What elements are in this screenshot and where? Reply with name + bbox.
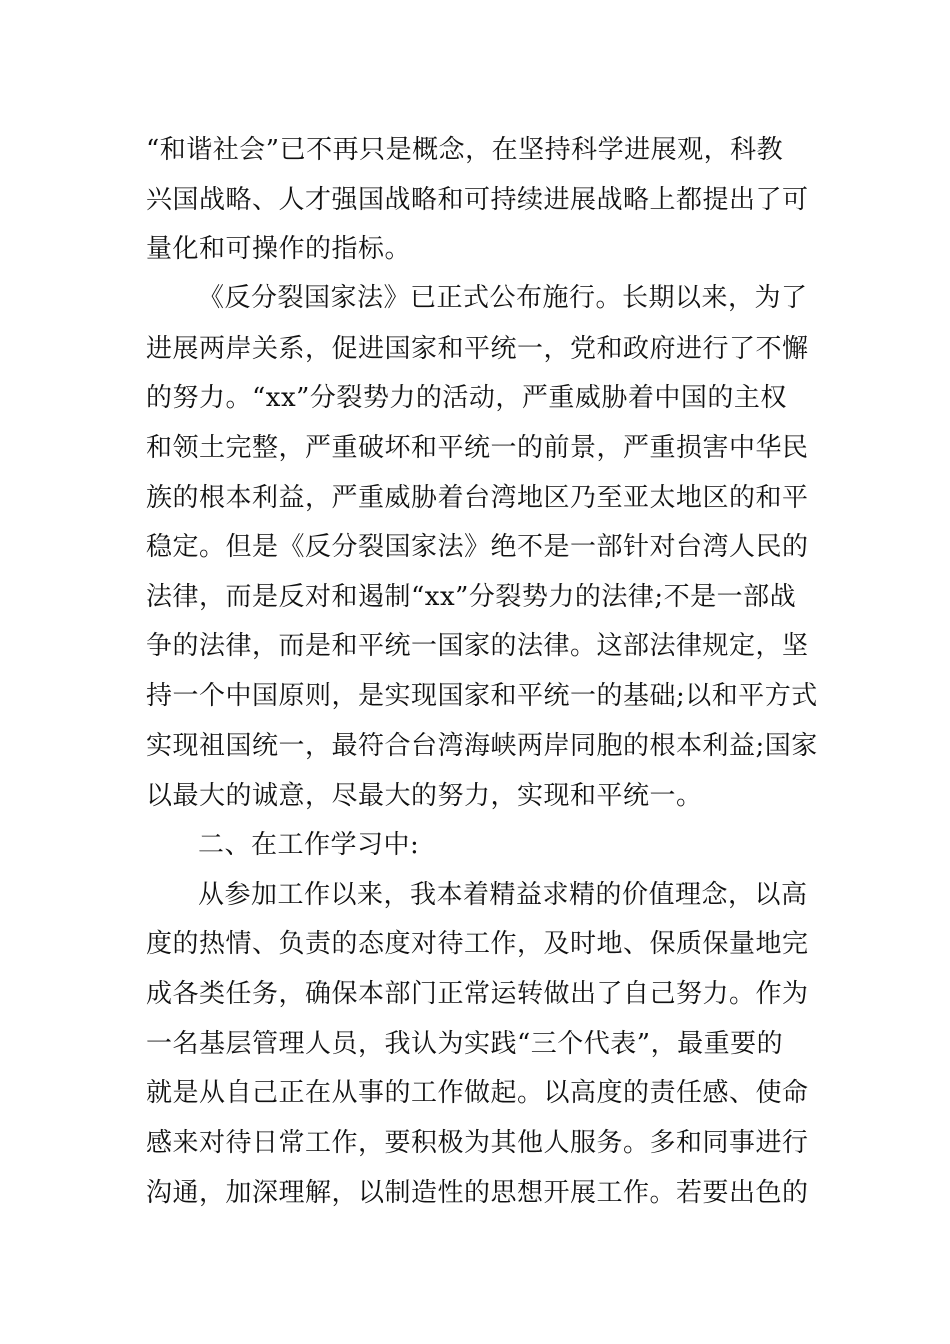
text-line: 稳定。但是《反分裂国家法》绝不是一部针对台湾人民的 — [146, 532, 809, 562]
text-line: 成各类任务，确保本部门正常运转做出了自己努力。作为 — [146, 979, 809, 1009]
text-line: 量化和可操作的指标。 — [146, 234, 412, 264]
text-line: 沟通，加深理解，以制造性的思想开展工作。若要出色的 — [146, 1178, 809, 1208]
text-line: 从参加工作以来，我本着精益求精的价值理念，以高 — [198, 880, 808, 910]
text-line: 的努力。“xx”分裂势力的活动，严重威胁着中国的主权 — [146, 383, 787, 413]
text-line: 持一个中国原则，是实现国家和平统一的基础;以和平方式 — [146, 681, 818, 711]
text-line: 族的根本利益，严重威胁着台湾地区乃至亚太地区的和平 — [146, 483, 809, 513]
text-line: 争的法律，而是和平统一国家的法律。这部法律规定，坚 — [146, 631, 809, 661]
text-line: 和领土完整，严重破坏和平统一的前景，严重损害中华民 — [146, 433, 809, 463]
text-line: 实现祖国统一，最符合台湾海峡两岸同胞的根本利益;国家 — [146, 731, 818, 761]
text-line: “和谐社会”已不再只是概念，在坚持科学进展观，科教 — [146, 135, 784, 165]
text-line: 兴国战略、人才强国战略和可持续进展战略上都提出了可 — [146, 185, 809, 215]
section-heading: 二、在工作学习中: — [198, 830, 420, 860]
text-line: 就是从自己正在从事的工作做起。以高度的责任感、使命 — [146, 1078, 809, 1108]
text-line: 以最大的诚意，尽最大的努力，实现和平统一。 — [146, 781, 703, 811]
text-line: 《反分裂国家法》已正式公布施行。长期以来，为了 — [198, 283, 808, 313]
text-line: 感来对待日常工作，要积极为其他人服务。多和同事进行 — [146, 1128, 809, 1158]
text-line: 度的热情、负责的态度对待工作，及时地、保质保量地完 — [146, 929, 809, 959]
text-line: 法律，而是反对和遏制“xx”分裂势力的法律;不是一部战 — [146, 582, 797, 612]
text-line: 进展两岸关系，促进国家和平统一，党和政府进行了不懈 — [146, 334, 809, 364]
text-line: 一名基层管理人员，我认为实践“三个代表”，最重要的 — [146, 1029, 784, 1059]
